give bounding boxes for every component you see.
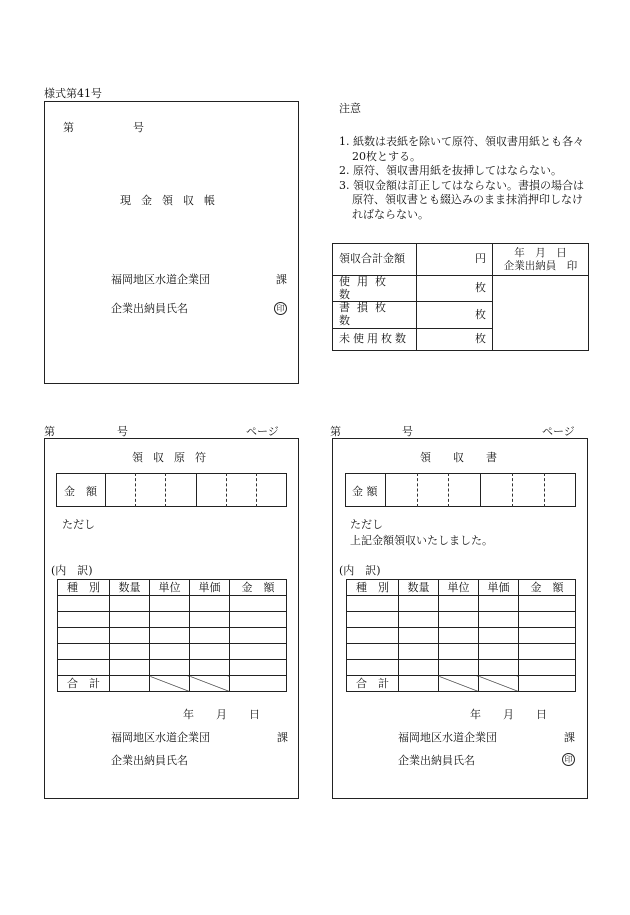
table-row bbox=[347, 628, 576, 644]
ledger-section-suffix: 課 bbox=[276, 273, 287, 286]
stub-dai: 第 bbox=[44, 425, 55, 438]
stub-diagonal-cell bbox=[150, 676, 190, 692]
summary-seal-area bbox=[493, 276, 589, 351]
receipt-title: 領収書 bbox=[420, 451, 519, 464]
receipt-go: 号 bbox=[402, 425, 413, 438]
receipt-amount-label: 金 額 bbox=[352, 485, 378, 498]
ledger-number-go: 号 bbox=[133, 121, 144, 134]
stub-breakdown-label: (内 訳) bbox=[51, 564, 93, 577]
stub-total-label: 合 計 bbox=[58, 676, 110, 692]
ledger-officer-label: 企業出納員氏名 bbox=[111, 302, 188, 315]
stub-amount-label: 金 額 bbox=[64, 485, 97, 498]
stub-page: ページ bbox=[246, 425, 279, 438]
receipt-section-suffix: 課 bbox=[564, 731, 575, 744]
summary-officer-label: 企業出納員 印 bbox=[503, 259, 578, 272]
receipt-diagonal-cell bbox=[439, 676, 479, 692]
stub-diagonal-cell bbox=[190, 676, 230, 692]
ledger-org: 福岡地区水道企業団 bbox=[111, 273, 210, 286]
receipt-tadashi: ただし bbox=[350, 518, 383, 531]
receipt-received-text: 上記金額領収いたしました。 bbox=[350, 534, 493, 547]
notes-heading: 注意 bbox=[339, 102, 361, 115]
stub-section-suffix: 課 bbox=[277, 731, 288, 744]
stub-header-cell: 金 額 bbox=[230, 580, 287, 596]
summary-table bbox=[332, 243, 589, 351]
receipt-dai: 第 bbox=[330, 425, 341, 438]
receipt-breakdown-table bbox=[346, 579, 576, 692]
table-row bbox=[58, 612, 287, 628]
receipt-org: 福岡地区水道企業団 bbox=[398, 731, 497, 744]
receipt-header-cell: 数量 bbox=[399, 580, 439, 596]
stub-org: 福岡地区水道企業団 bbox=[111, 731, 210, 744]
note-item: 1. 紙数は表紙を除いて原符、領収書用紙とも各々20枚とする。 bbox=[339, 135, 584, 163]
ledger-seal-icon: 印 bbox=[274, 302, 287, 315]
stub-date: 年 月 日 bbox=[183, 708, 260, 721]
ledger-title: 現金領収帳 bbox=[120, 194, 225, 207]
receipt-header-cell: 単位 bbox=[439, 580, 479, 596]
ledger-number-dai: 第 bbox=[63, 121, 74, 134]
summary-officer-cell bbox=[493, 244, 589, 276]
receipt-diagonal-cell bbox=[479, 676, 519, 692]
table-row bbox=[347, 660, 576, 676]
summary-yen: 円 bbox=[417, 244, 493, 276]
receipt-date: 年 月 日 bbox=[470, 708, 547, 721]
receipt-officer-label: 企業出納員氏名 bbox=[398, 754, 475, 767]
table-row bbox=[58, 628, 287, 644]
stub-header-cell: 単価 bbox=[190, 580, 230, 596]
summary-row-unit: 枚 bbox=[417, 276, 493, 302]
summary-total-label: 領収合計金額 bbox=[333, 244, 417, 276]
stub-breakdown-table bbox=[57, 579, 287, 692]
summary-row-label: 書損枚数 bbox=[333, 302, 417, 328]
summary-row-unit: 枚 bbox=[417, 328, 493, 350]
stub-header-cell: 単位 bbox=[150, 580, 190, 596]
summary-row-unit: 枚 bbox=[417, 302, 493, 328]
stub-officer-label: 企業出納員氏名 bbox=[111, 754, 188, 767]
table-row bbox=[58, 596, 287, 612]
summary-date-label: 年 月 日 bbox=[514, 247, 567, 260]
stub-header-cell: 数量 bbox=[110, 580, 150, 596]
summary-row-label: 未使用枚数 bbox=[333, 328, 417, 350]
table-row bbox=[58, 644, 287, 660]
stub-header-cell: 種 別 bbox=[58, 580, 110, 596]
receipt-page: ページ bbox=[542, 425, 575, 438]
stub-go: 号 bbox=[117, 425, 128, 438]
notes-list bbox=[339, 135, 589, 222]
receipt-amount-box bbox=[345, 473, 576, 507]
note-item: 2. 原符、領収書用紙を抜挿してはならない。 bbox=[339, 164, 562, 177]
note-item: 3. 領収金額は訂正してはならない。書損の場合は原符、領収書とも綴込みのまま抹消押印しなければならない。 bbox=[339, 178, 584, 221]
stub-title: 領収原符 bbox=[132, 451, 216, 464]
receipt-header-cell: 単価 bbox=[479, 580, 519, 596]
receipt-breakdown-label: (内 訳) bbox=[339, 564, 381, 577]
summary-row-label: 使用枚数 bbox=[333, 276, 417, 302]
ledger-cover bbox=[44, 101, 299, 384]
table-row bbox=[347, 644, 576, 660]
table-row bbox=[58, 660, 287, 676]
receipt-header-cell: 種 別 bbox=[347, 580, 399, 596]
receipt-seal-icon: 印 bbox=[562, 753, 575, 766]
table-row bbox=[347, 612, 576, 628]
table-row bbox=[347, 596, 576, 612]
stub-tadashi: ただし bbox=[62, 518, 95, 531]
receipt-total-label: 合 計 bbox=[347, 676, 399, 692]
receipt-header-cell: 金 額 bbox=[519, 580, 576, 596]
form-number-label: 様式第41号 bbox=[44, 87, 102, 100]
